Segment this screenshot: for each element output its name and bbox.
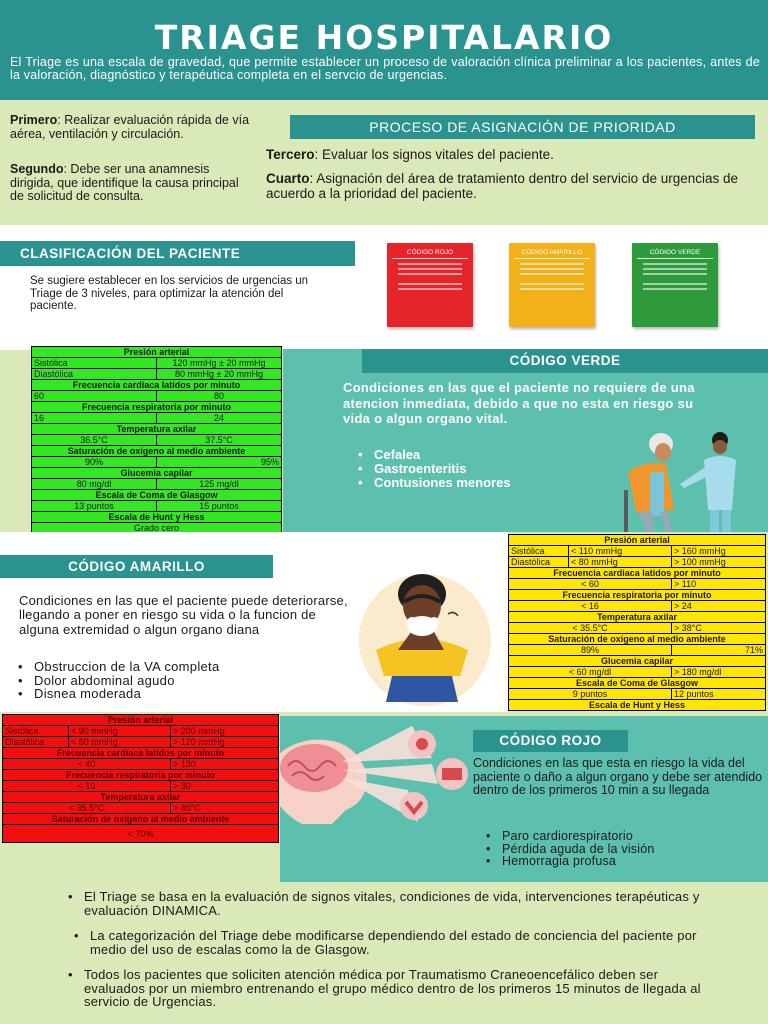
table-cell: > 38°C	[672, 623, 766, 634]
amarillo-banner: CÓDIGO AMARILLO	[0, 555, 273, 578]
table-cell: Presión arterial	[3, 715, 279, 726]
table-cell: < 80 mmHg	[569, 557, 672, 568]
verde-banner: CÓDIGO VERDE	[362, 349, 768, 373]
step-segundo-label: Segundo	[10, 162, 64, 176]
table-cell: Glucemia capilar	[509, 656, 766, 667]
step-segundo-text: : Debe ser una anamnesis dirigida, que identifique la causa principal de solicitud de consulta.	[10, 162, 239, 203]
rojo-text: Condiciones en las que esta en riesgo la vida del paciente o daño a algun organo y debe ser atendido dentro de los primeros 10 min a su llegada	[473, 756, 763, 797]
notes-list	[66, 890, 716, 1009]
table-cell: Sistólica	[32, 358, 157, 369]
list-item: • Contusiones menores	[356, 476, 606, 490]
table-cell: 80 mg/dl	[32, 479, 157, 490]
verde-vitals-table	[31, 346, 282, 534]
rojo-vitals-table	[2, 714, 279, 843]
card-codigo-verde	[632, 243, 718, 327]
table-cell: < 40	[3, 759, 171, 770]
table-cell: 16	[32, 413, 157, 424]
table-cell: Temperatura axilar	[509, 612, 766, 623]
table-cell: < 16	[509, 601, 672, 612]
coughing-person-illustration	[340, 566, 510, 706]
verde-text: Condiciones en las que el paciente no requiere de una atencion inmediata, debido a que no esta en riesgo su vida o algun organo vital.	[343, 380, 695, 426]
table-cell: > 130	[171, 759, 279, 770]
table-cell: 125 mg/dl	[157, 479, 282, 490]
table-cell: < 35.5°C	[3, 803, 171, 814]
table-cell: Temperatura axilar	[3, 792, 279, 803]
amarillo-vitals-table	[508, 534, 766, 711]
caregiver-illustration	[608, 432, 768, 532]
step-primero-label: Primero	[10, 113, 58, 127]
list-item: • Gastroenteritis	[356, 462, 606, 476]
table-cell: < 10	[3, 781, 171, 792]
table-cell: < 70%	[3, 825, 279, 843]
list-item: • Cefalea	[356, 448, 606, 462]
card-codigo-rojo	[387, 243, 473, 327]
verde-list	[356, 448, 606, 490]
table-cell: Temperatura axilar	[32, 424, 282, 435]
step-tercero	[266, 147, 756, 162]
table-cell: 60	[32, 391, 157, 402]
table-cell: 9 puntos	[509, 689, 672, 700]
table-cell: Sistólica	[509, 546, 569, 557]
table-cell: Presión arterial	[32, 347, 282, 358]
table-cell: < 60 mmHg	[69, 737, 171, 748]
amarillo-text: Condiciones en las que el paciente puede deteriorarse, llegando a poner en riesgo su vida o la funcion de alguna extremidad o algun organo diana	[19, 593, 348, 637]
table-cell: Glucemia capilar	[32, 468, 282, 479]
table-cell: 12 puntos	[672, 689, 766, 700]
card-rojo-title: CÓDIGO ROJO	[392, 249, 468, 259]
step-cuarto	[266, 171, 756, 201]
table-cell: > 110	[672, 579, 766, 590]
table-cell: 80 mmHg ± 20 mmHg	[157, 369, 282, 380]
table-cell: Escala de Coma de Glasgow	[509, 678, 766, 689]
table-cell: 71%	[672, 645, 766, 656]
step-tercero-text: : Evaluar los signos vitales del paciente.	[314, 147, 554, 162]
step-primero	[10, 114, 272, 141]
table-cell: < 90 mmHg	[69, 726, 171, 737]
brain-illustration	[262, 718, 472, 826]
list-item: • Dolor abdominal agudo	[16, 674, 356, 688]
table-cell: Frecuencia respiratoria por minuto	[3, 770, 279, 781]
table-cell: 15 puntos	[157, 501, 282, 512]
step-cuarto-text: : Asignación del área de tratamiento dentro del servicio de urgencias de acuerdo a la prioridad del paciente.	[266, 171, 739, 201]
table-cell: > 180 mg/dl	[672, 667, 766, 678]
table-cell: 13 puntos	[32, 501, 157, 512]
table-cell: > 30	[171, 781, 279, 792]
table-cell: < 60	[509, 579, 672, 590]
table-cell: 89%	[509, 645, 672, 656]
table-cell: < 60 mg/dl	[509, 667, 672, 678]
list-item: • Pérdida aguda de la visión	[484, 843, 764, 856]
card-verde-title: CÓDIGO VERDE	[637, 249, 713, 259]
list-item: • Paro cardiorespiratorio	[484, 830, 764, 843]
list-item: • Disnea moderada	[16, 687, 356, 701]
table-cell: 80	[157, 391, 282, 402]
table-cell: Escala de Hunt y Hess	[509, 700, 766, 711]
table-cell: > 24	[672, 601, 766, 612]
step-tercero-label: Tercero	[266, 147, 315, 162]
table-cell: Diastólica	[32, 369, 157, 380]
intro-paragraph: El Triage es una escala de gravedad, que permite establecer un proceso de valoración clínica preliminar a los pacientes, antes de la valoración, diagnóstico y terapéutica completa en el servcio de urgencias.	[10, 55, 760, 82]
clasificacion-banner: CLASIFICACIÓN DEL PACIENTE	[0, 241, 355, 266]
table-cell: Frecuencia cardiaca latidos por minuto	[509, 568, 766, 579]
table-cell: Presión arterial	[509, 535, 766, 546]
table-cell: > 200 mmHg	[171, 726, 279, 737]
table-cell: Frecuencia respiratoria por minuto	[509, 590, 766, 601]
table-cell: Grado cero	[32, 523, 282, 534]
step-segundo	[10, 163, 242, 204]
step-cuarto-label: Cuarto	[266, 171, 310, 186]
list-item: • Todos los pacientes que soliciten atención médica por Traumatismo Craneoencefálico deben ser evaluados por un miembro entrenando el grupo médico dentro de los primeros 15 minutos de llegada al servicio de Urgencias.	[66, 968, 716, 1009]
rojo-list	[484, 830, 764, 868]
list-item: • Hemorragia profusa	[484, 855, 764, 868]
table-cell: Sistólica	[3, 726, 69, 737]
card-amarillo-title: CÓDIGO AMARILLO	[514, 249, 590, 259]
table-cell: 90%	[32, 457, 157, 468]
table-cell: Diastólica	[509, 557, 569, 568]
clasificacion-text: Se sugiere establecer en los servicios de urgencias un Triage de 3 niveles, para optimizar la atención del paciente.	[30, 275, 309, 312]
table-cell: Frecuencia cardiaca latidos por minuto	[32, 380, 282, 391]
table-cell: Escala de Hunt y Hess	[32, 512, 282, 523]
table-cell: Diastólica	[3, 737, 69, 748]
table-cell: > 40°C	[171, 803, 279, 814]
list-item: • Obstruccion de la VA completa	[16, 660, 356, 674]
table-cell: 37.5°C	[157, 435, 282, 446]
table-cell: < 110 mmHg	[569, 546, 672, 557]
table-cell: > 120 mmHg	[171, 737, 279, 748]
step-primero-text: : Realizar evaluación rápida de vía aérea, ventilación y circulación.	[10, 113, 250, 141]
amarillo-list	[16, 660, 356, 701]
table-cell: > 160 mmHg	[672, 546, 766, 557]
table-cell: Escala de Coma de Glasgow	[32, 490, 282, 501]
table-cell: Frecuencia cardiaca latidos por minuto	[3, 748, 279, 759]
list-item: • El Triage se basa en la evaluación de signos vitales, condiciones de vida, intervenciones terapéuticas y evaluación DINAMICA.	[66, 890, 716, 917]
table-cell: 36.5°C	[32, 435, 157, 446]
table-cell: Saturación de oxígeno al medio ambiente	[32, 446, 282, 457]
page-title: TRIAGE HOSPITALARIO	[154, 18, 614, 57]
card-codigo-amarillo	[509, 243, 595, 327]
proceso-banner: PROCESO DE ASIGNACIÓN DE PRIORIDAD	[290, 115, 755, 139]
list-item: • La categorización del Triage debe modificarse dependiendo del estado de conciencia del paciente por medio del uso de escalas como la de Glasgow.	[72, 929, 722, 956]
table-cell: Saturación de oxígeno al medio ambiente	[509, 634, 766, 645]
table-cell: 95%	[157, 457, 282, 468]
table-cell: > 100 mmHg	[672, 557, 766, 568]
table-cell: 120 mmHg ± 20 mmHg	[157, 358, 282, 369]
table-cell: Saturación de oxígeno al medio ambiente	[3, 814, 279, 825]
table-cell: < 35.5°C	[509, 623, 672, 634]
rojo-banner: CÓDIGO ROJO	[473, 730, 628, 752]
table-cell: Frecuencia respiratoria por minuto	[32, 402, 282, 413]
table-cell: 24	[157, 413, 282, 424]
